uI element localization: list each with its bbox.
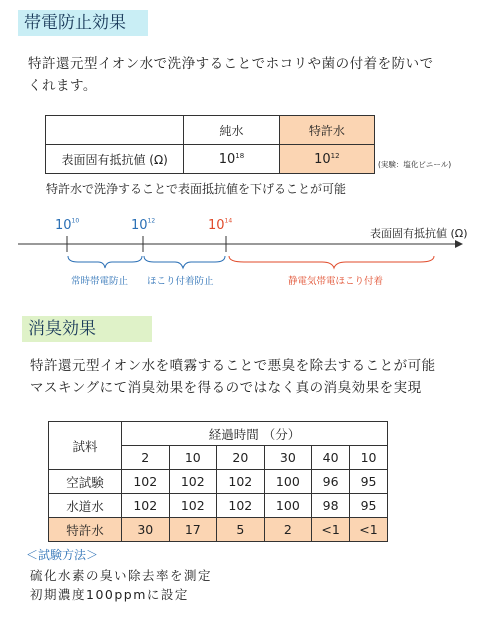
value-cell: 95	[350, 470, 388, 494]
brace-antistatic	[68, 256, 142, 268]
time-cell: 10	[350, 446, 388, 470]
value-cell: 2	[264, 518, 312, 542]
tick-label-2: $10^{12}$	[131, 217, 156, 233]
intro-line-1: 特許還元型イオン水で洗浄することでホコリや菌の付着を防いで	[28, 56, 434, 72]
header-sample: 試料	[49, 422, 122, 470]
value-cell: <1	[312, 518, 350, 542]
experiment-note: (実験：塩化ビニール)	[378, 160, 452, 169]
deodorize-line-2: マスキングにて消臭効果を得るのではなく真の消臭効果を実現	[30, 380, 422, 396]
range-label-antistatic: 常時帯電防止	[71, 276, 129, 287]
resistance-table	[45, 115, 375, 174]
row-label: 空試験	[49, 470, 122, 494]
method-text	[30, 566, 212, 604]
brace-static-dust	[229, 256, 434, 268]
section-heading-deodorize: 消臭効果	[22, 316, 152, 342]
axis-label: 表面固有抵抗値 (Ω)	[370, 227, 468, 240]
tick-label-3: $10^{14}$	[208, 217, 233, 233]
time-cell: 2	[122, 446, 170, 470]
value-cell: 96	[312, 470, 350, 494]
value-cell: 102	[217, 470, 265, 494]
value-cell: 5	[217, 518, 265, 542]
value-cell: 100	[264, 470, 312, 494]
method-line-1: 硫化水素の臭い除去率を測定	[30, 568, 213, 583]
axis-arrowhead	[455, 240, 463, 248]
time-cell: 40	[312, 446, 350, 470]
value-cell: 102	[169, 494, 217, 518]
intro-line-2: くれます。	[28, 78, 97, 94]
value-cell: 30	[122, 518, 170, 542]
value-cell: 102	[217, 494, 265, 518]
value-cell: 102	[122, 470, 170, 494]
header-patent-water: 特許水	[279, 116, 374, 145]
deodorize-text	[30, 355, 490, 399]
time-cell: 20	[217, 446, 265, 470]
time-cell: 30	[264, 446, 312, 470]
range-label-static-dust: 静電気帯電ほこり付着	[288, 276, 384, 287]
table-row-highlight	[49, 518, 388, 542]
value-cell: 98	[312, 494, 350, 518]
value-cell: 100	[264, 494, 312, 518]
empty-header-cell	[46, 116, 184, 145]
value-cell: 102	[122, 494, 170, 518]
table-row	[49, 470, 388, 494]
table-row	[49, 494, 388, 518]
deodorize-table	[48, 421, 388, 542]
section-heading-antistatic: 帯電防止効果	[18, 10, 148, 36]
value-patent-water: $10^{12}$	[279, 145, 374, 174]
value-pure-water: $10^{18}$	[184, 145, 279, 174]
value-cell: 102	[169, 470, 217, 494]
brace-dust-prevention	[144, 256, 225, 268]
header-elapsed-time: 経過時間 （分）	[122, 422, 388, 446]
range-label-dust-prevention: ほこり付着防止	[147, 276, 214, 287]
row-label-resistance: 表面固有抵抗値 (Ω)	[46, 145, 184, 174]
time-cell: 10	[169, 446, 217, 470]
row-label: 特許水	[49, 518, 122, 542]
method-line-2: 初期濃度100ppmに設定	[30, 587, 189, 602]
row-label: 水道水	[49, 494, 122, 518]
summary-text: 特許水で洗浄することで表面抵抗値を下げることが可能	[46, 182, 347, 196]
value-cell: <1	[350, 518, 388, 542]
header-pure-water: 純水	[184, 116, 279, 145]
value-cell: 95	[350, 494, 388, 518]
value-cell: 17	[169, 518, 217, 542]
method-title: ＜試験方法＞	[26, 548, 99, 562]
tick-label-1: $10^{10}$	[55, 217, 80, 233]
deodorize-line-1: 特許還元型イオン水を噴霧することで悪臭を除去することが可能	[30, 358, 436, 374]
intro-text	[28, 53, 488, 97]
